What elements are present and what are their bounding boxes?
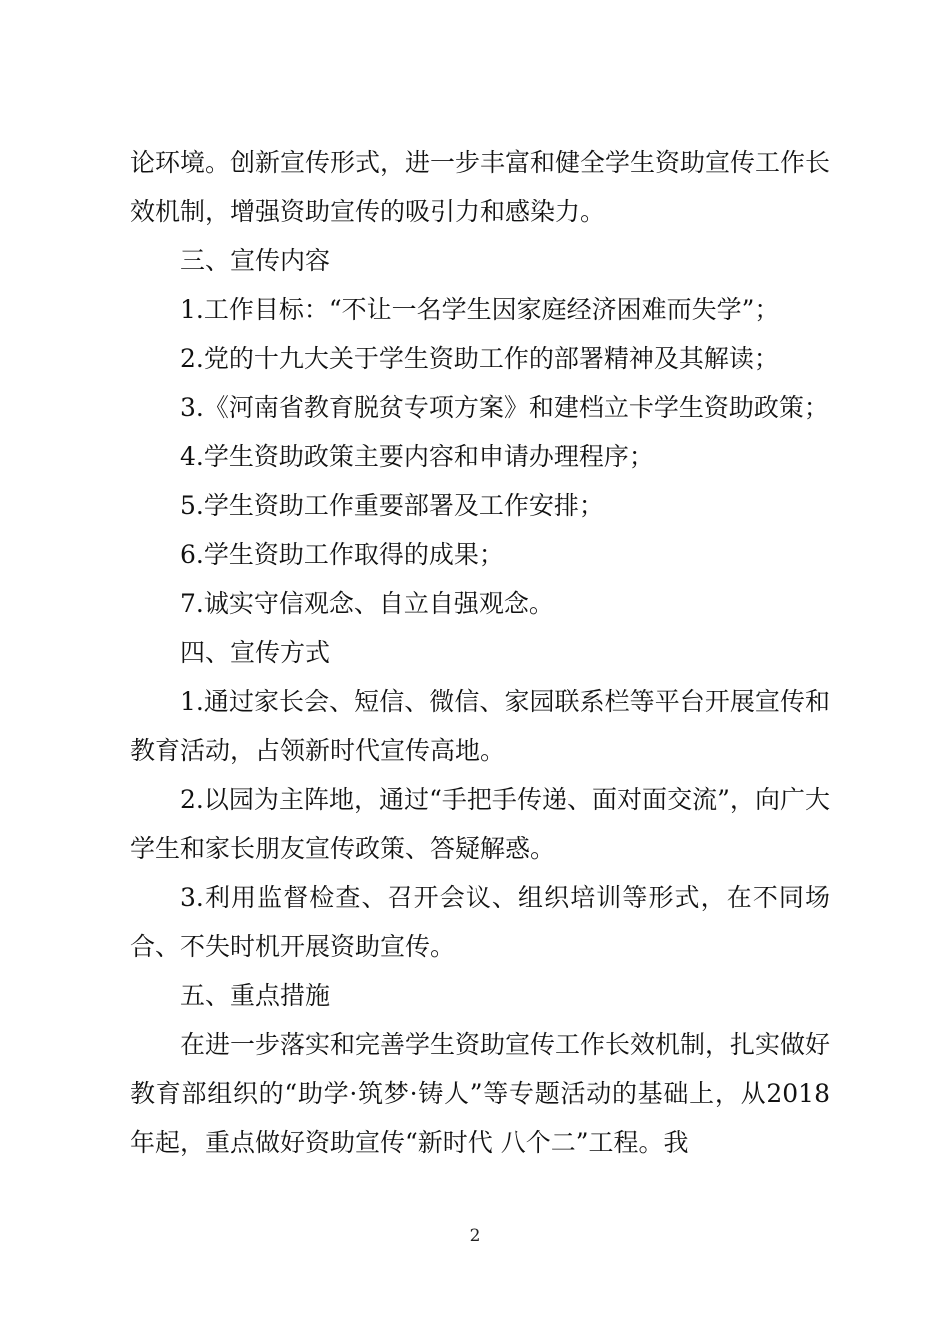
section-heading-3: 三、宣传内容 — [180, 246, 331, 275]
list-item-content-5: 5.学生资助工作重要部署及工作安排； — [180, 491, 604, 520]
list-item-content-7: 7.诚实守信观念、自立自强观念。 — [180, 589, 554, 618]
list-item-method-1: 1.通过家长会、短信、微信、家园联系栏等平台开展宣传和教育活动，占领新时代宣传高地。 — [130, 687, 830, 765]
list-item-content-1: 1.工作目标：“不让一名学生因家庭经济困难而失学”； — [180, 295, 780, 324]
list-item-content-2: 2.党的十九大关于学生资助工作的部署精神及其解读； — [180, 344, 779, 373]
paragraph-continuation: 论环境。创新宣传形式，进一步丰富和健全学生资助宣传工作长效机制，增强资助宣传的吸引力和感染力。 — [130, 148, 831, 226]
list-item-content-4: 4.学生资助政策主要内容和申请办理程序； — [180, 442, 654, 471]
document-body — [130, 138, 830, 1167]
list-item-content-6: 6.学生资助工作取得的成果； — [180, 540, 504, 569]
paragraph-key-measures: 在进一步落实和完善学生资助宣传工作长效机制，扎实做好教育部组织的“助学·筑梦·铸人”等专题活动的基础上，从2018年起，重点做好资助宣传“新时代 八个二”工程。我 — [130, 1030, 831, 1157]
list-item-method-3: 3.利用监督检查、召开会议、组织培训等形式，在不同场合、不失时机开展资助宣传。 — [130, 883, 830, 961]
section-heading-4: 四、宣传方式 — [180, 638, 331, 667]
list-item-content-3: 3.《河南省教育脱贫专项方案》和建档立卡学生资助政策； — [180, 393, 829, 422]
section-heading-5: 五、重点措施 — [180, 981, 331, 1010]
page-number: 2 — [469, 1226, 481, 1246]
list-item-method-2: 2.以园为主阵地，通过“手把手传递、面对面交流”，向广大学生和家长朋友宣传政策、答疑解惑。 — [130, 785, 830, 863]
